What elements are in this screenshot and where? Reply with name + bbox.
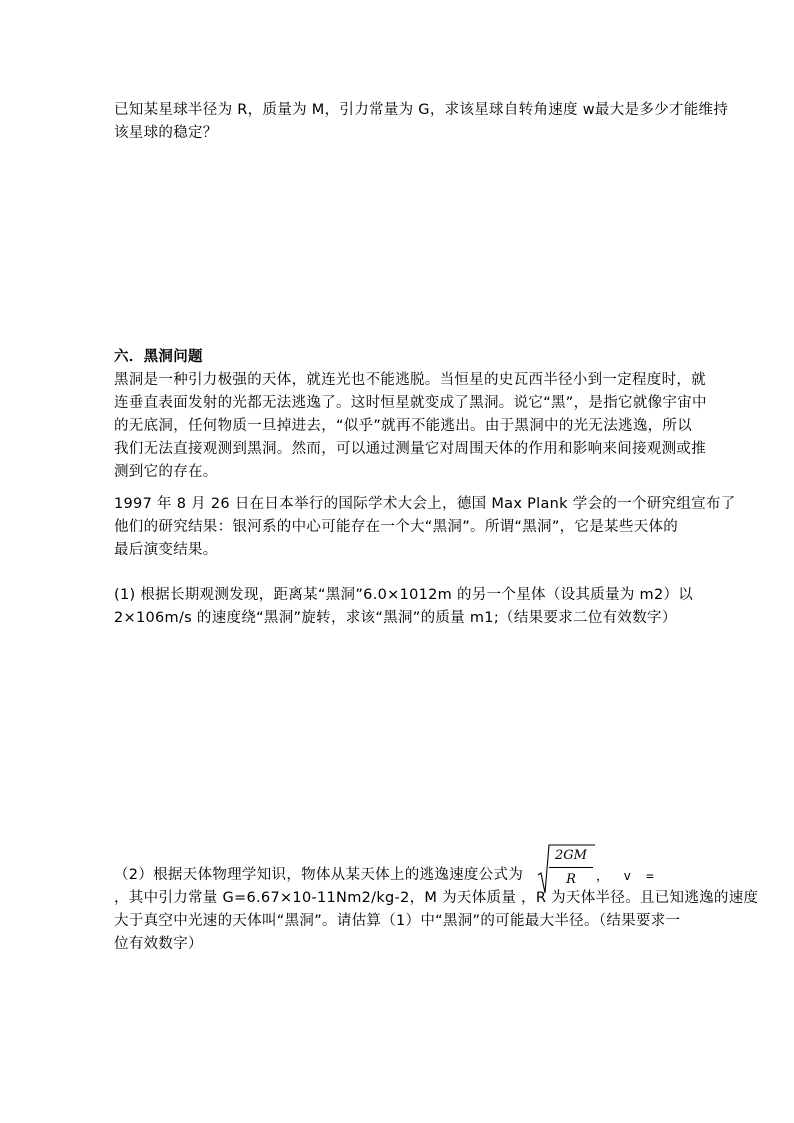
escape-velocity-formula [537,843,597,899]
paragraph-line: 1997 年 8 月 26 日在日本举行的国际学术大会上，德国 Max Plank 学会的一个研究组宣布了 [114,496,736,512]
question-1-line: (1) 根据长期观测发现，距离某“黑洞”6.0×1012m 的另一个星体（设其质量为 m2）以 [114,587,694,603]
section-paragraph-line: 的无底洞，任何物质一旦掉进去，“似乎”就再不能逃出。由于黑洞中的光无法逃逸，所以 [114,418,693,434]
formula-denominator: R [566,872,576,887]
paragraph-line: 他们的研究结果：银河系的中心可能存在一个大“黑洞”。所谓“黑洞”，它是某些天体的 [114,519,679,535]
question-1-line: 2×106m/s 的速度绕“黑洞”旋转，求该“黑洞”的质量 m1;（结果要求二位有效数字） [114,610,677,626]
formula-numerator: 2GM [549,847,593,868]
question-2-line: 位有效数字） [114,936,203,952]
question-2-line: 大于真空中光速的天体叫“黑洞”。请估算（1）中“黑洞”的可能最大半径。（结果要求一 [114,913,681,929]
section-paragraph-line: 测到它的存在。 [114,464,218,480]
question-2-line-1: （2）根据天体物理学知识，物体从某天体上的逃逸速度公式为 [114,867,524,883]
section-title: 六．黑洞问题 [114,349,203,365]
paragraph-line: 最后演变结果。 [114,542,218,558]
formula-fraction [549,847,593,889]
section-paragraph-line: 连垂直表面发射的光都无法逃逸了。这时恒星就变成了黑洞。说它“黑”，是指它就像宇宙中 [114,395,707,411]
gravity-question [114,99,729,145]
section-paragraph-line: 我们无法直接观测到黑洞。然而，可以通过测量它对周围天体的作用和影响来间接观测或推 [114,441,706,457]
question-line-2: 该星球的稳定？ [114,125,218,141]
conference-paragraph [114,493,736,562]
question-1 [114,584,694,630]
black-hole-section [114,346,707,484]
question-2-line: ，其中引力常量 G=6.67×10-11Nm2/kg-2，M 为天体质量 ，R 为天体半径。且已知逃逸的速度 [114,890,759,906]
question-line-1: 已知某星球半径为 R，质量为 M，引力常量为 G，求该星球自转角速度 w最大是多少才能维持 [114,102,729,118]
section-paragraph-line: 黑洞是一种引力极强的天体，就连光也不能逃脱。当恒星的史瓦西半径小到一定程度时，就 [114,372,706,388]
formula-v-equals: ， v = [596,868,654,883]
